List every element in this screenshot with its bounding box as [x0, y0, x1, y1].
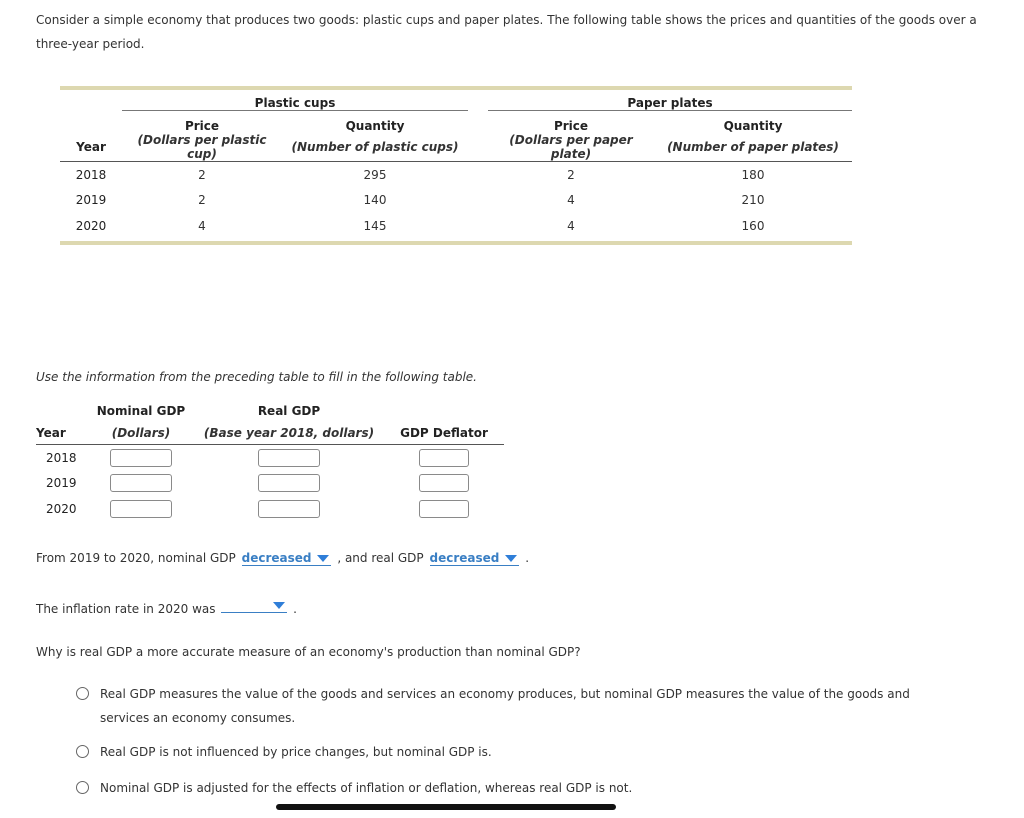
- nominal-gdp-2019-input[interactable]: [110, 474, 172, 492]
- home-indicator: [276, 804, 616, 810]
- real-gdp-unit: (Base year 2018, dollars): [194, 422, 384, 445]
- gdp-deflator-header: GDP Deflator: [384, 422, 504, 445]
- radio-button[interactable]: [76, 745, 89, 758]
- option-text: Nominal GDP is adjusted for the effects of inflation or deflation, whereas real GDP is not.: [100, 781, 633, 795]
- cup-qty-cell: 145: [363, 218, 387, 233]
- dropdown-arrow-icon: [317, 555, 329, 562]
- sentence1-prefix: From 2019 to 2020, nominal GDP: [36, 551, 236, 565]
- plates-quantity-unit: (Number of paper plates): [654, 133, 852, 162]
- option-text: Real GDP is not influenced by price changes, but nominal GDP is.: [100, 745, 492, 759]
- inflation-rate-dropdown[interactable]: [221, 598, 287, 613]
- sentence1-suffix: .: [525, 551, 530, 565]
- real-gdp-2018-input[interactable]: [258, 449, 320, 467]
- radio-button[interactable]: [76, 781, 89, 794]
- real-gdp-2019-input[interactable]: [258, 474, 320, 492]
- year-cell: 2020: [46, 501, 77, 516]
- option-text: Real GDP measures the value of the goods and services an economy produces, but nominal GDP measures the value of the goods and services an economy consumes.: [100, 687, 910, 725]
- plate-qty-cell: 210: [741, 193, 765, 208]
- gdp-change-sentence: [36, 551, 529, 566]
- plates-quantity-header: Quantity: [723, 119, 783, 133]
- nominal-gdp-2018-input[interactable]: [110, 449, 172, 467]
- cup-price-cell: 2: [198, 167, 206, 182]
- group-plastic-cups: Plastic cups: [122, 90, 468, 111]
- plate-qty-cell: 160: [741, 218, 765, 233]
- year-cell: 2019: [46, 476, 77, 491]
- year-cell: 2018: [75, 167, 107, 182]
- sentence1-middle: , and real GDP: [337, 551, 424, 565]
- instruction-text: Use the information from the preceding table to fill in the following table.: [36, 370, 477, 384]
- year-cell: 2019: [75, 193, 107, 208]
- table-row: [36, 445, 504, 471]
- radio-button[interactable]: [76, 687, 89, 700]
- real-gdp-change-dropdown[interactable]: [430, 551, 520, 566]
- gdp-deflator-2019-input[interactable]: [419, 474, 469, 492]
- cups-quantity-header: Quantity: [345, 119, 405, 133]
- table-row: [60, 213, 852, 239]
- year-cell: 2020: [75, 218, 107, 233]
- plate-price-cell: 4: [567, 218, 575, 233]
- nominal-gdp-2020-input[interactable]: [110, 500, 172, 518]
- nominal-gdp-unit: (Dollars): [88, 422, 194, 445]
- nominal-gdp-header: Nominal GDP: [96, 404, 186, 418]
- year-cell: 2018: [46, 450, 77, 465]
- real-gdp-change-value: decreased: [429, 551, 500, 565]
- answer-option[interactable]: [76, 682, 920, 730]
- cups-price-unit: (Dollars per plastic cup): [122, 133, 282, 162]
- table-bottom-bar: [60, 241, 852, 245]
- plate-price-cell: 2: [567, 167, 575, 182]
- question-text: Why is real GDP a more accurate measure of an economy's production than nominal GDP?: [36, 645, 581, 659]
- year-header: Year: [36, 422, 88, 445]
- cup-qty-cell: 140: [363, 193, 387, 208]
- table-row: [60, 188, 852, 214]
- nominal-gdp-change-value: decreased: [241, 551, 312, 565]
- answer-option[interactable]: [76, 740, 920, 764]
- answer-option[interactable]: [76, 776, 920, 800]
- sentence2-prefix: The inflation rate in 2020 was: [36, 602, 216, 616]
- real-gdp-2020-input[interactable]: [258, 500, 320, 518]
- plate-price-cell: 4: [567, 193, 575, 208]
- table-row: [36, 471, 504, 497]
- intro-text: Consider a simple economy that produces two goods: plastic cups and paper plates. The following table shows the prices and quantities of the goods over a three-year period.: [36, 13, 977, 51]
- price-quantity-table: [60, 86, 852, 245]
- dropdown-arrow-icon: [505, 555, 517, 562]
- real-gdp-header: Real GDP: [257, 404, 321, 418]
- sentence2-suffix: .: [293, 602, 297, 616]
- plates-price-unit: (Dollars per paper plate): [488, 133, 654, 162]
- group-paper-plates: Paper plates: [488, 90, 852, 111]
- dropdown-arrow-icon: [273, 602, 285, 609]
- gdp-table: [36, 400, 504, 522]
- plate-qty-cell: 180: [741, 167, 765, 182]
- cups-quantity-unit: (Number of plastic cups): [282, 133, 468, 162]
- cups-price-header: Price: [184, 119, 220, 133]
- gdp-deflator-2018-input[interactable]: [419, 449, 469, 467]
- gdp-deflator-2020-input[interactable]: [419, 500, 469, 518]
- cup-price-cell: 4: [198, 218, 206, 233]
- table-row: [36, 496, 504, 522]
- inflation-sentence: [36, 598, 297, 616]
- cup-qty-cell: 295: [363, 167, 387, 182]
- cup-price-cell: 2: [198, 193, 206, 208]
- year-header: Year: [60, 133, 122, 162]
- plates-price-header: Price: [553, 119, 589, 133]
- table-row: [60, 162, 852, 188]
- nominal-gdp-change-dropdown[interactable]: [242, 551, 332, 566]
